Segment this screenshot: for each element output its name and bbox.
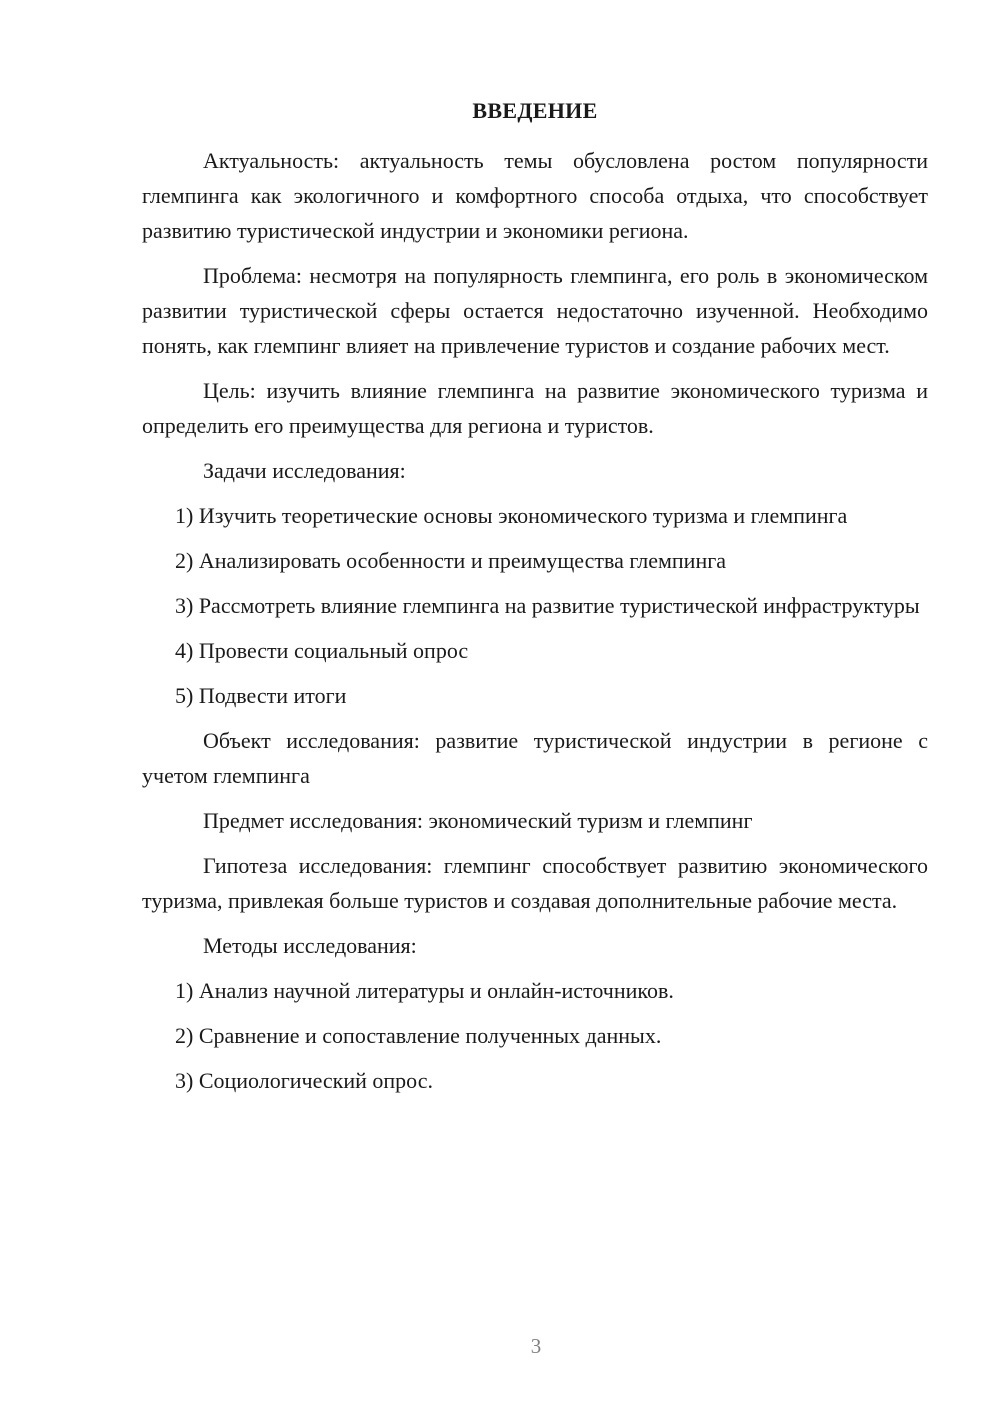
paragraph-relevance: Актуальность: актуальность темы обусловлена ростом популярности глемпинга как экологичного и комфортного способа отдыха, что способствует развитию туристической индустрии и экономики региона. [142, 148, 928, 243]
paragraph-research-subject: Предмет исследования: экономический туризм и глемпинг [203, 808, 753, 833]
task-list-item-4: 4) Провести социальный опрос [175, 638, 469, 663]
paragraph-research-object: Объект исследования: развитие туристической индустрии в регионе с учетом глемпинга [142, 728, 928, 788]
task-list-item-3: 3) Рассмотреть влияние глемпинга на развитие туристической инфраструктуры [175, 593, 920, 618]
method-list-item-3: 3) Социологический опрос. [175, 1068, 433, 1093]
page-number: 3 [530, 1334, 542, 1358]
task-list-item-1: 1) Изучить теоретические основы экономического туризма и глемпинга [175, 503, 848, 528]
paragraph-goal: Цель: изучить влияние глемпинга на развитие экономического туризма и определить его преимущества для региона и туристов. [142, 378, 928, 438]
body-text [142, 143, 928, 1108]
paragraph-methods-heading: Методы исследования: [203, 933, 417, 958]
paragraph-problem: Проблема: несмотря на популярность глемпинга, его роль в экономическом развитии туристической сферы остается недостаточно изученной. Необходимо понять, как глемпинг влияет на привлечение туристов и создание рабочих мест. [142, 263, 928, 358]
method-list-item-1: 1) Анализ научной литературы и онлайн-источников. [175, 978, 674, 1003]
task-list-item-5: 5) Подвести итоги [175, 683, 347, 708]
paragraph-hypothesis: Гипотеза исследования: глемпинг способствует развитию экономического туризма, привлекая больше туристов и создавая дополнительные рабочие места. [142, 853, 928, 913]
method-list-item-2: 2) Сравнение и сопоставление полученных данных. [175, 1023, 662, 1048]
task-list-item-2: 2) Анализировать особенности и преимущества глемпинга [175, 548, 727, 573]
section-heading: ВВЕДЕНИЕ [472, 98, 598, 123]
paragraph-tasks-heading: Задачи исследования: [203, 458, 406, 483]
